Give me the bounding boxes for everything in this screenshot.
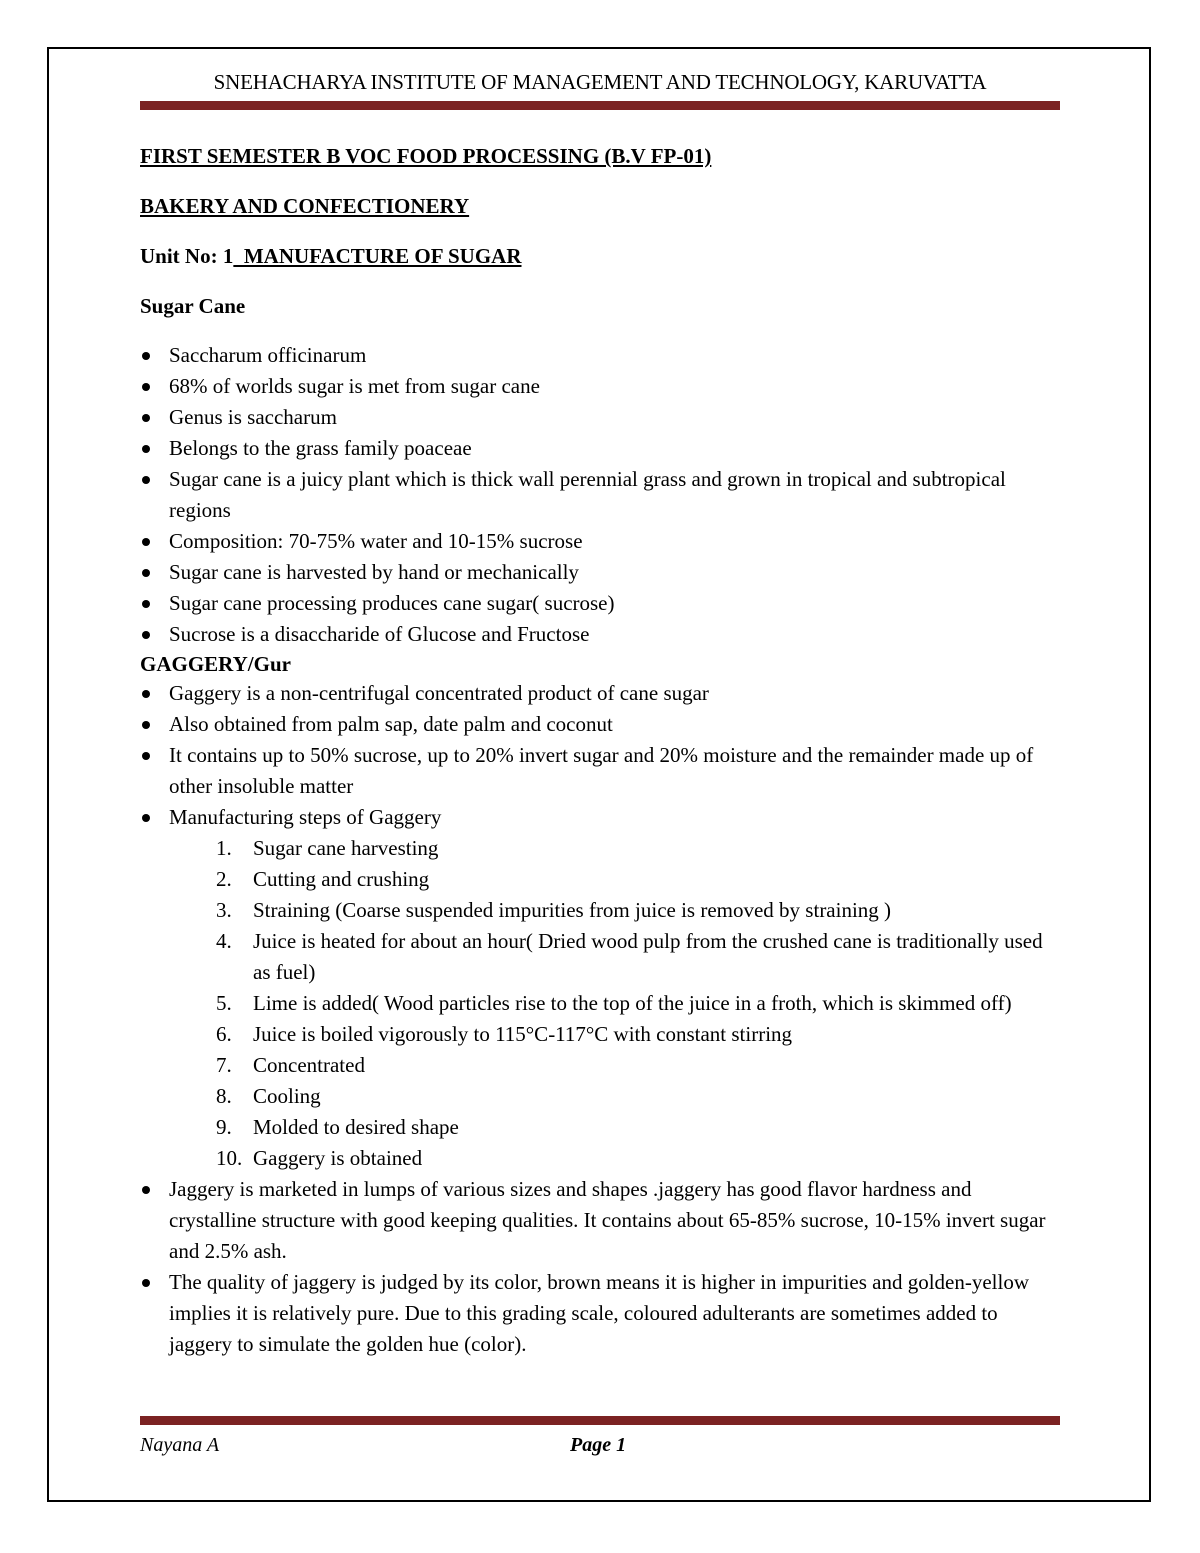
step-number: 7.: [216, 1053, 232, 1077]
list-item: Jaggery is marketed in lumps of various sizes and shapes .jaggery has good flavor hardness and crystalline structure with good keeping qualities. It contains about 65-85% sucrose, 10-15% invert sugar and 2.5% ash.: [140, 1174, 1060, 1267]
step-item: [140, 833, 1060, 864]
step-number: 2.: [216, 867, 232, 891]
sugar-cane-heading: Sugar Cane: [140, 294, 246, 318]
list-item: Gaggery is a non-centrifugal concentrated product of cane sugar: [140, 678, 1060, 709]
list-item: The quality of jaggery is judged by its color, brown means it is higher in impurities and golden-yellow implies it is relatively pure. Due to this grading scale, coloured adulterants are sometimes added to jaggery to simulate the golden hue (color).: [140, 1267, 1060, 1360]
step-number: 8.: [216, 1084, 232, 1108]
step-number: 5.: [216, 991, 232, 1015]
footer-author: Nayana A: [140, 1434, 220, 1456]
step-text: Sugar cane harvesting: [253, 836, 439, 860]
gaggery-heading: GAGGERY/Gur: [140, 652, 291, 676]
document-body: [140, 142, 1060, 1360]
step-text: Juice is heated for about an hour( Dried wood pulp from the crushed cane is traditionally used as fuel): [253, 929, 1043, 984]
list-item: Composition: 70-75% water and 10-15% sucrose: [140, 526, 1060, 557]
footer-rule: [140, 1416, 1060, 1425]
list-item: Belongs to the grass family poaceae: [140, 433, 1060, 464]
step-text: Gaggery is obtained: [253, 1146, 423, 1170]
list-item: Sugar cane processing produces cane sugar( sucrose): [140, 588, 1060, 619]
step-text: Concentrated: [253, 1053, 365, 1077]
step-text: Juice is boiled vigorously to 115°C-117°C with constant stirring: [253, 1022, 793, 1046]
semester-title: FIRST SEMESTER B VOC FOOD PROCESSING (B.V FP-01): [140, 144, 712, 168]
list-item: Genus is saccharum: [140, 402, 1060, 433]
list-item: Sugar cane is harvested by hand or mechanically: [140, 557, 1060, 588]
unit-title: [140, 242, 1060, 270]
step-text: Molded to desired shape: [253, 1115, 459, 1139]
unit-name: MANUFACTURE OF SUGAR: [233, 244, 522, 268]
subject-title: BAKERY AND CONFECTIONERY: [140, 194, 470, 218]
step-number: 6.: [216, 1022, 232, 1046]
list-item: Sucrose is a disaccharide of Glucose and Fructose: [140, 619, 1060, 650]
step-number: 9.: [216, 1115, 232, 1139]
manufacturing-steps: [140, 833, 1060, 1174]
step-item: [140, 1143, 1060, 1174]
step-item: [140, 988, 1060, 1019]
list-item: 68% of worlds sugar is met from sugar cane: [140, 371, 1060, 402]
step-number: 1.: [216, 836, 232, 860]
step-text: Straining (Coarse suspended impurities from juice is removed by straining ): [253, 898, 892, 922]
step-item: [140, 895, 1060, 926]
step-item: [140, 864, 1060, 895]
step-item: [140, 1019, 1060, 1050]
step-number: 3.: [216, 898, 232, 922]
list-item: Sugar cane is a juicy plant which is thick wall perennial grass and grown in tropical and subtropical regions: [140, 464, 1060, 526]
step-item: [140, 1081, 1060, 1112]
step-item: [140, 926, 1060, 988]
gaggery-list: [140, 678, 1060, 833]
list-item: Also obtained from palm sap, date palm and coconut: [140, 709, 1060, 740]
sugar-cane-list: [140, 340, 1060, 650]
step-text: Cooling: [253, 1084, 321, 1108]
institute-header: SNEHACHARYA INSTITUTE OF MANAGEMENT AND TECHNOLOGY, KARUVATTA: [213, 70, 987, 94]
list-item: Manufacturing steps of Gaggery: [140, 802, 1060, 833]
list-item: Saccharum officinarum: [140, 340, 1060, 371]
header-rule: [140, 101, 1060, 110]
step-number: 4.: [216, 929, 232, 953]
step-item: [140, 1050, 1060, 1081]
step-item: [140, 1112, 1060, 1143]
page-number: Page 1: [570, 1434, 627, 1456]
step-text: Cutting and crushing: [253, 867, 430, 891]
step-number: 10.: [216, 1146, 243, 1170]
list-item: It contains up to 50% sucrose, up to 20% invert sugar and 20% moisture and the remainder made up of other insoluble matter: [140, 740, 1060, 802]
jaggery-notes-list: [140, 1174, 1060, 1360]
step-text: Lime is added( Wood particles rise to the top of the juice in a froth, which is skimmed off): [253, 991, 1012, 1015]
unit-prefix: Unit No: 1: [140, 244, 234, 268]
